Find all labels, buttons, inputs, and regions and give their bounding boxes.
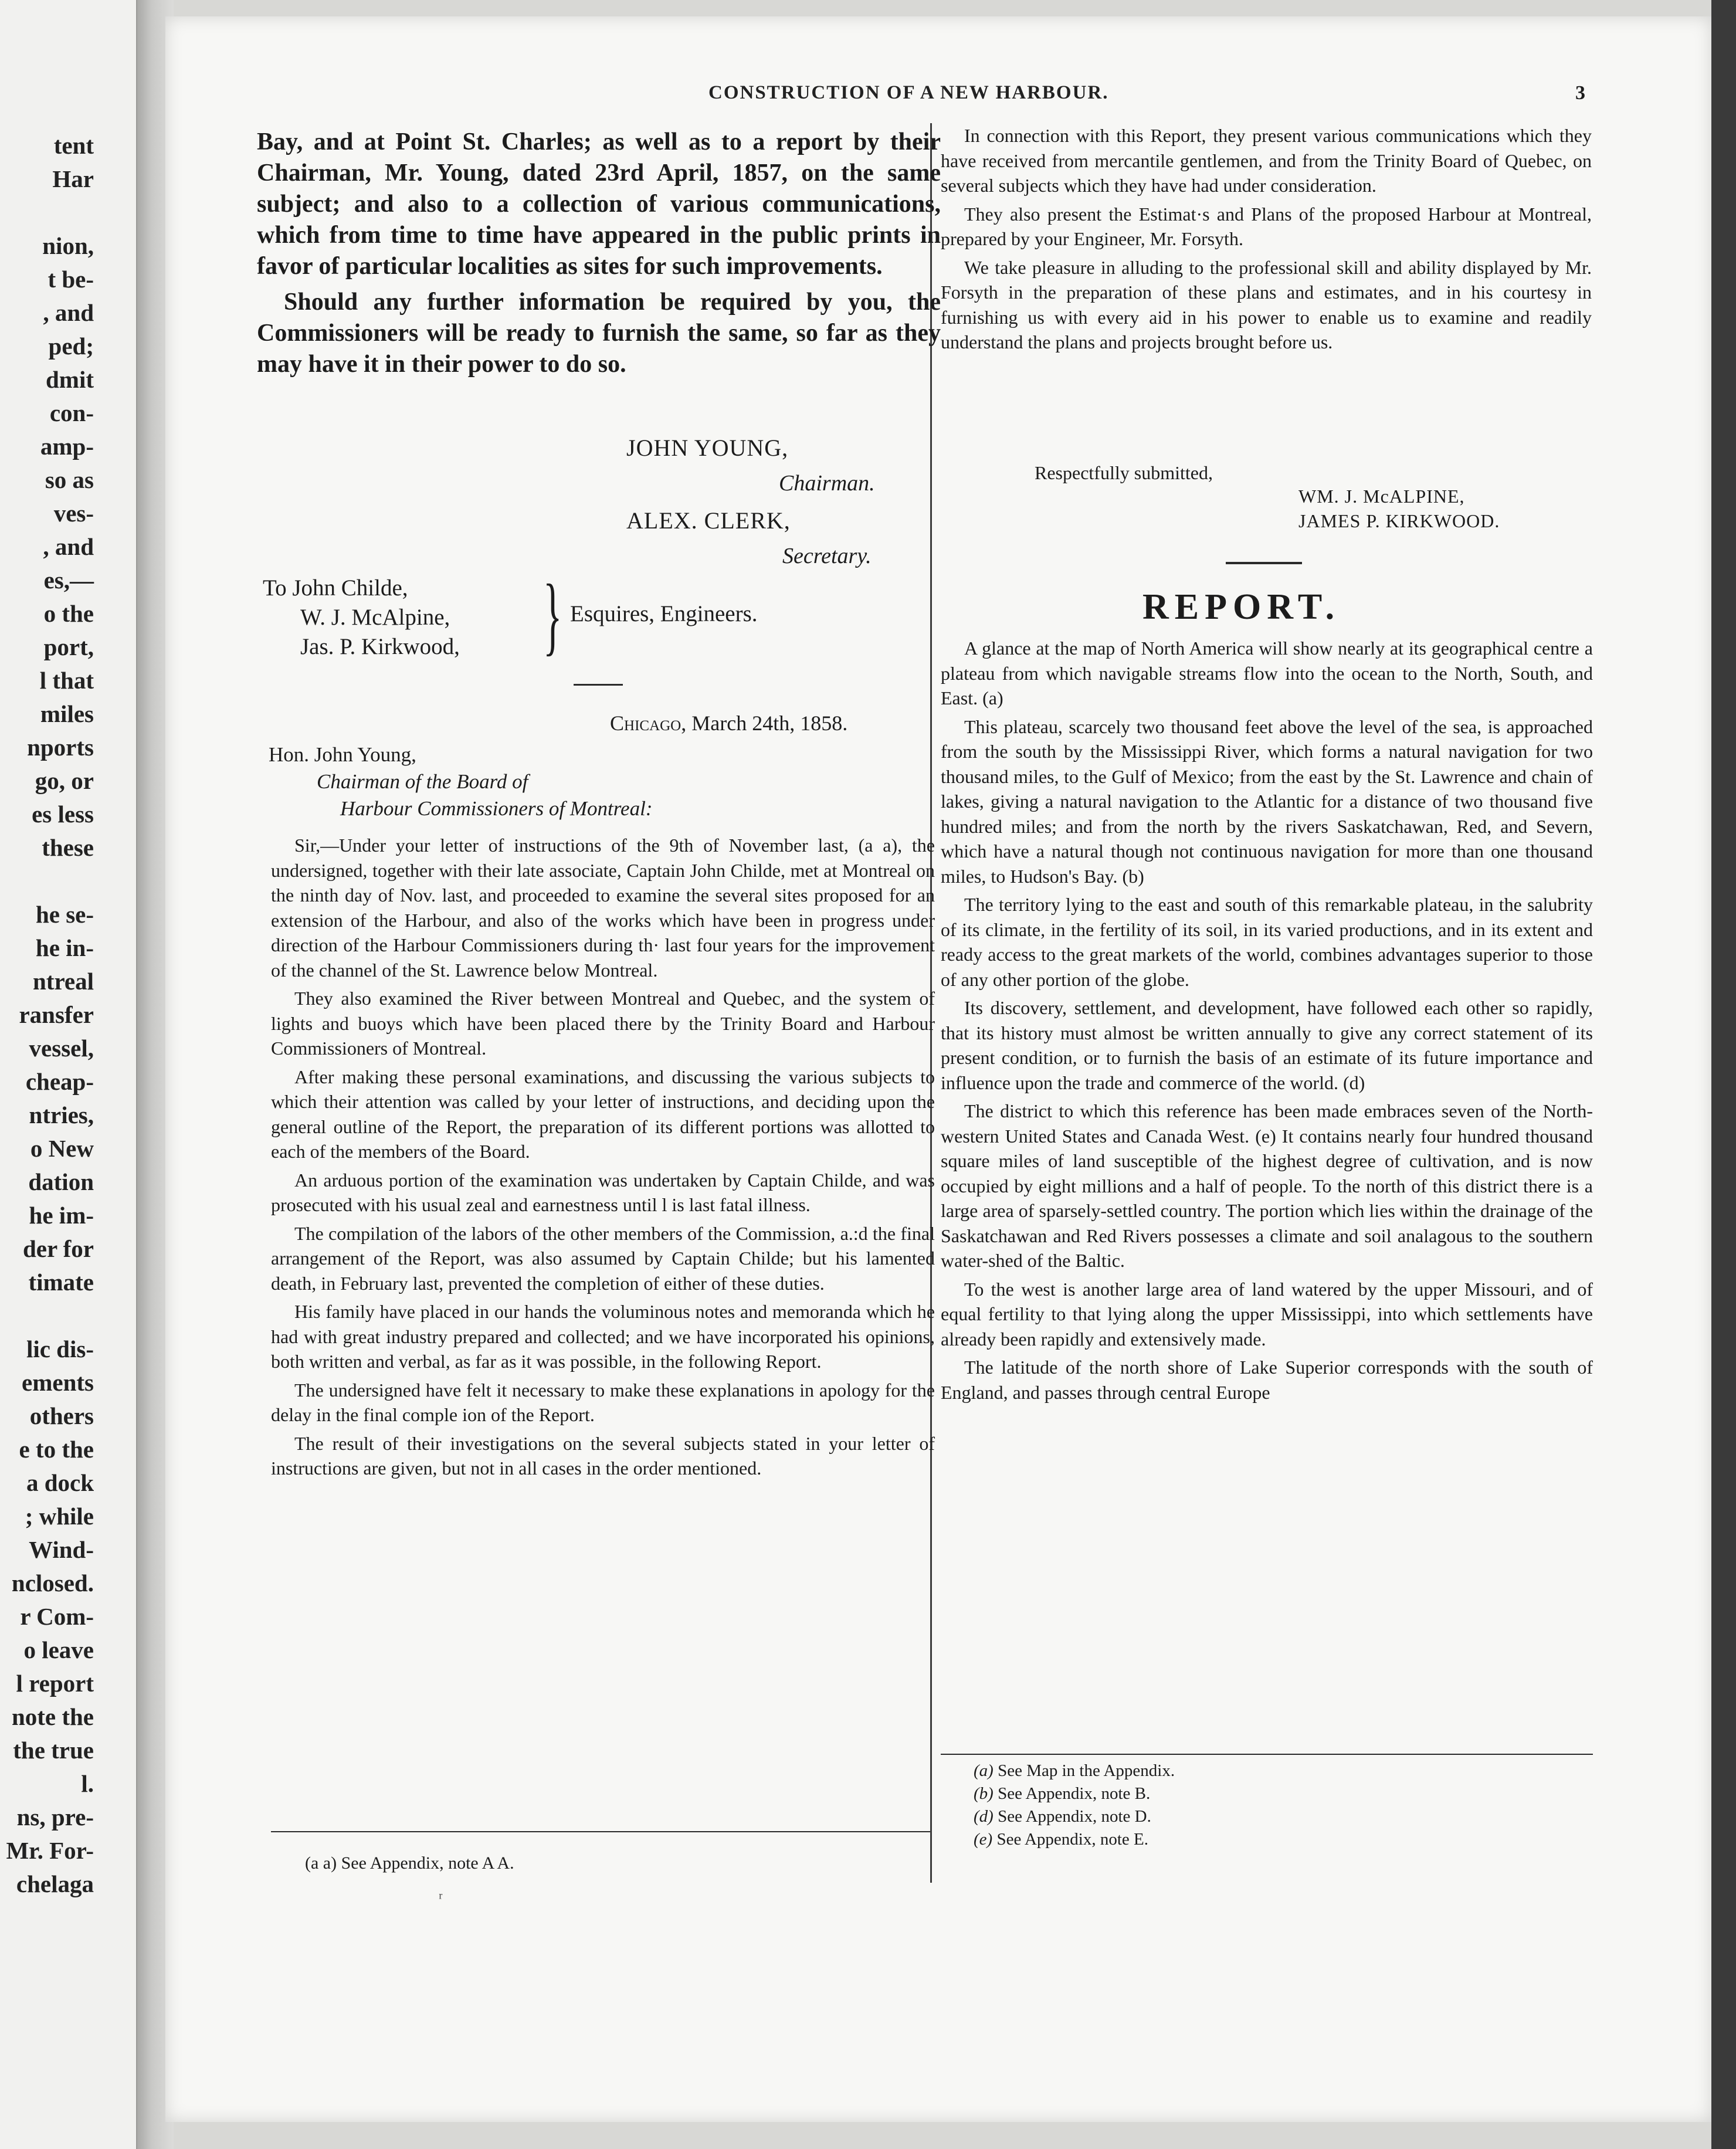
facing-page-fragment: es,—	[43, 567, 94, 594]
facing-page-fragment: note the	[11, 1703, 94, 1730]
reply-letter-body	[271, 833, 935, 1481]
addressee-line: W. J. McAlpine,	[300, 605, 450, 630]
footnote-text: See Appendix, note E.	[996, 1830, 1148, 1849]
facing-page-fragment: he se-	[35, 901, 94, 928]
footnote-rule	[271, 1831, 930, 1832]
signer-name: JAMES P. KIRKWOOD.	[1298, 510, 1500, 531]
transmittal-letter	[941, 123, 1592, 355]
footnote	[974, 1805, 1175, 1828]
facing-page-fragment: , and	[43, 299, 94, 326]
facing-page-fragment: , and	[43, 533, 94, 560]
body-paragraph: We take pleasure in alluding to the professional skill and ability displayed by Mr. Forsyth in the preparation of these plans and estimates, and in his courtesy in furnishing us with every aid in his power to enable us to examine and readily understand the plans and projects brought before us.	[941, 256, 1592, 352]
salutation-name: Hon. John Young,	[269, 743, 416, 766]
facing-page-fragment: ements	[22, 1369, 94, 1396]
facing-page-fragment: ransfer	[19, 1001, 94, 1028]
footnote-label: (b)	[974, 1784, 994, 1803]
separator-rule	[1226, 562, 1302, 564]
body-paragraph: The undersigned have felt it necessary to make these explanations in apology for the delay in the final comple ion of the Report.	[271, 1379, 935, 1425]
facing-page-fragment: o New	[30, 1135, 94, 1162]
facing-page-fragment: ntries,	[29, 1101, 94, 1128]
salutation	[269, 741, 652, 822]
body-paragraph: The territory lying to the east and south of this remarkable plateau, in the salubrity of its climate, in the fertility of its soil, in its varied productions, and in its extent and ready access to the great markets of the world, combines advantages superior to those of any other portion of the globe.	[941, 894, 1593, 990]
facing-page-fragment: Mr. For-	[6, 1837, 94, 1864]
facing-page-fragment: port,	[43, 633, 94, 660]
dateline-date: March 24th, 1858.	[691, 711, 848, 735]
facing-page-strip	[0, 0, 137, 2149]
facing-page-fragment: these	[42, 834, 94, 861]
facing-page-fragment: Har	[52, 165, 94, 192]
facing-page-fragment: der for	[22, 1235, 94, 1262]
facing-page-fragment: ves-	[53, 500, 94, 527]
report-body	[941, 636, 1593, 1405]
body-paragraph: The district to which this reference has been made embraces seven of the North-western United States and Canada West. (e) It contains nearly four hundred thousand square miles of land susceptible of the highest degree of cultivation, and is now occupied by eight millions and a half of people. To the north of this district there is a large area of sparsely-settled country. The portion which lies within the drainage of the Saskatchawan and Red Rivers possesses a climate and soil analagous to the southern water-shed of the Baltic.	[941, 1100, 1593, 1271]
facing-page-fragment: dmit	[46, 366, 94, 393]
body-paragraph: The result of their investigations on the several subjects stated in your letter of instructions are given, but not in all cases in the order mentioned.	[271, 1432, 935, 1479]
addressee-role: Esquires, Engineers.	[570, 601, 758, 626]
body-paragraph: To the west is another large area of land watered by the upper Missouri, and of equal fertility to that lying along the upper Mississippi, into which settlements have already been rapidly and extensively made.	[941, 1278, 1593, 1350]
footnote	[974, 1828, 1175, 1851]
running-header: CONSTRUCTION OF A NEW HARBOUR.	[708, 82, 1109, 103]
signature-title: Secretary.	[782, 544, 872, 568]
facing-page-fragment: timate	[28, 1269, 94, 1296]
footnote-text: See Appendix, note D.	[998, 1807, 1151, 1826]
body-paragraph: The compilation of the labors of the other members of the Commission, a.:d the final arrangement of the Report, was also assumed by Captain Childe; but his lamented death, in February last, prevented the completion of either of these duties.	[271, 1222, 935, 1294]
footnote	[974, 1760, 1175, 1782]
footnote-rule	[941, 1754, 1593, 1755]
signature-name: ALEX. CLERK,	[626, 507, 791, 534]
salutation-title: Chairman of the Board of	[317, 770, 528, 793]
facing-page-fragment: es less	[32, 801, 94, 828]
facing-page-fragment: chelaga	[16, 1870, 94, 1897]
facing-page-fragment: ped;	[48, 333, 94, 360]
facing-page-fragment: o leave	[23, 1636, 94, 1663]
facing-page-fragment: miles	[40, 700, 94, 727]
facing-page-fragment: go, or	[35, 767, 94, 794]
facing-page-fragment: ns, pre-	[16, 1804, 94, 1831]
addressee-line: Jas. P. Kirkwood,	[300, 634, 460, 659]
facing-page-fragment: nports	[27, 734, 94, 761]
page-edge-shadow	[1711, 0, 1736, 2149]
closing: Respectfully submitted,	[1035, 462, 1213, 483]
facing-page-fragment: r Com-	[20, 1603, 94, 1630]
report-title: REPORT.	[1142, 587, 1341, 627]
body-paragraph: In connection with this Report, they present various communications which they have received from mercantile gentlemen, and from the Trinity Board of Quebec, on several subjects which they have had under consideration.	[941, 125, 1592, 196]
body-paragraph: The latitude of the north shore of Lake Superior corresponds with the south of England, and passes through central Europe	[941, 1357, 1593, 1403]
facing-page-fragment: l report	[16, 1670, 94, 1697]
footnote	[974, 1782, 1175, 1805]
footnote-text: See Map in the Appendix.	[998, 1761, 1175, 1780]
facing-page-fragment: l.	[81, 1770, 94, 1797]
dateline	[610, 711, 847, 735]
addressee-line: To John Childe,	[263, 575, 408, 601]
facing-page-fragment: dation	[28, 1168, 94, 1195]
salutation-title: Harbour Commissioners of Montreal:	[340, 797, 653, 820]
facing-page-fragment: others	[29, 1402, 94, 1429]
facing-page-fragment: he im-	[29, 1202, 94, 1229]
body-paragraph: They also present the Estimat·s and Plans of the proposed Harbour at Montreal, prepared by your Engineer, Mr. Forsyth.	[941, 203, 1592, 249]
facing-page-fragment: a dock	[26, 1469, 94, 1496]
facing-page-fragment: tent	[53, 132, 94, 159]
brace-glyph: }	[543, 567, 562, 664]
facing-page-fragment: amp-	[40, 433, 94, 460]
page-number: 3	[1575, 82, 1585, 104]
facing-page-fragment: nion,	[42, 232, 94, 259]
facing-page-fragment: cheap-	[25, 1068, 94, 1095]
facing-page-fragment: con-	[49, 399, 94, 426]
signature-name: JOHN YOUNG,	[626, 435, 789, 461]
facing-page-fragment: e to the	[19, 1436, 94, 1463]
letter-paragraph: Bay, and at Point St. Charles; as well as to a report by their Chairman, Mr. Young, dated 23rd April, 1857, on the same subject; and also to a collection of various communications, which from time to time have appeared in the public prints in favor of particular localities as sites for such improvements.	[257, 128, 941, 280]
body-paragraph: This plateau, scarcely two thousand feet above the level of the sea, is approached from the south by the Mississippi River, which forms a natural navigation for two thousand miles, to the Gulf of Mexico; from the east by the St. Lawrence and chain of lakes, giving a natural navigation to the Atlantic for a distance of two thousand five hundred miles; and from the north by the rivers Saskatchawan, Red, and Severn, which have a natural though not continuous navigation for more than one thousand miles, to Hudson's Bay. (b)	[941, 716, 1593, 887]
signer-name: WM. J. McALPINE,	[1298, 486, 1465, 507]
body-paragraph: After making these personal examinations, and discussing the various subjects to which their attention was called by your letter of instructions, and deciding upon the general outline of the Report, the preparation of its different portions was allotted to each of the members of the Board.	[271, 1066, 935, 1162]
footnote-label: (d)	[974, 1807, 994, 1826]
facing-page-fragment: l that	[39, 667, 94, 694]
facing-page-fragment: so as	[45, 466, 94, 493]
body-paragraph: A glance at the map of North America will show nearly at its geographical centre a plateau from which navigable streams flow into the ocean to the North, South, and East. (a)	[941, 638, 1593, 709]
footnote-label: (e)	[974, 1830, 993, 1849]
report-footnotes	[974, 1760, 1175, 1851]
facing-page-fragment: t be-	[48, 266, 94, 293]
footnote-label: (a)	[974, 1761, 994, 1780]
body-paragraph: His family have placed in our hands the voluminous notes and memoranda which he had with great industry prepared and collected; and we have incorporated his opinions, both written and verbal, as far as it was possible, in the following Report.	[271, 1301, 935, 1372]
facing-page-fragment: ntreal	[32, 968, 94, 995]
dateline-place: Chicago,	[610, 711, 687, 735]
addressees	[263, 567, 943, 669]
print-speck: ʳ	[439, 1889, 443, 1908]
body-paragraph: Sir,—Under your letter of instructions of the 9th of November last, (a a), the undersigned, together with their late associate, Captain John Childe, met at Montreal on the ninth day of Nov. last, and proceeded to examine the several sites proposed for an extension of the Harbour, and also of the works which have been in progress under direction of the Harbour Commissioners during th· last four years for the improvement of the channel of the St. Lawrence below Montreal.	[271, 835, 935, 981]
footnote-text: See Appendix, note B.	[998, 1784, 1151, 1803]
body-paragraph: An arduous portion of the examination was undertaken by Captain Childe, and was prosecuted with his usual zeal and earnestness until l is last fatal illness.	[271, 1169, 935, 1215]
facing-page-fragment: lic dis-	[26, 1336, 94, 1362]
signature-title: Chairman.	[779, 471, 875, 496]
letter-signatures	[257, 434, 941, 569]
facing-page-fragment: ; while	[25, 1503, 94, 1530]
letter-paragraph: Should any further information be required by you, the Commissioners will be ready to furnish the same, so far as they may have it in their power to do so.	[257, 289, 941, 378]
facing-page-fragment: the true	[13, 1737, 94, 1764]
facing-page-fragment: he in-	[35, 934, 94, 961]
facing-page-fragment: vessel,	[29, 1035, 94, 1062]
facing-page-fragment: Wind-	[29, 1536, 94, 1563]
facing-page-fragment: o the	[43, 600, 94, 627]
separator-rule	[574, 684, 623, 686]
commissioners-letter	[257, 127, 941, 380]
facing-page-fragment: nclosed.	[11, 1570, 94, 1597]
body-paragraph: They also examined the River between Montreal and Quebec, and the system of lights and buoys which have been placed there by the Trinity Board and Harbour Commissioners of Montreal.	[271, 988, 935, 1059]
transmittal-signatures	[941, 462, 1592, 533]
body-paragraph: Its discovery, settlement, and development, have followed each other so rapidly, that its history must almost be written annually to give any correct statement of its present condition, or to furnish the basis of an estimate of its future importance and influence upon the trade and commerce of the world. (d)	[941, 997, 1593, 1093]
footnote: (a a) See Appendix, note A A.	[305, 1853, 514, 1873]
